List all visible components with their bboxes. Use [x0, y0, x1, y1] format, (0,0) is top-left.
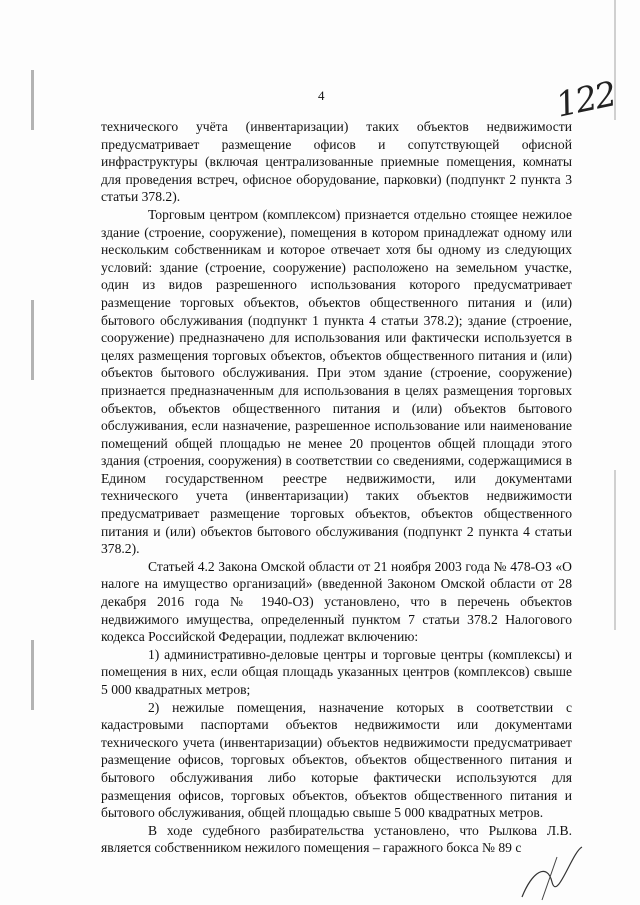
- paragraph: Торговым центром (комплексом) признается отдельно стоящее нежилое здание (строение, сооружение), помещения в котором принадлежат одному или нескольким собственникам и которое отвечает хотя бы одному из следующих условий: здание (строение, сооружение) расположено на земельном участке, один из видов разрешенного использования которого предусматривает размещение торговых объектов, объектов общественного питания и (или) бытового обслуживания (подпункт 1 пункта 4 статьи 378.2); здание (строение, сооружение) предназначено для использования или фактически используется в целях размещения торговых объектов, объектов общественного питания и (или) объектов бытового обслуживания. При этом здание (строение, сооружение) признается предназначенным для использования в целях размещения торговых объектов, объектов общественного питания и (или) объектов бытового обслуживания, если назначение, разрешенное использование или наименование помещений общей площадью не менее 20 процентов общей площади этого здания (строения, сооружения) в соответствии со сведениями, содержащимися в Едином государственном реестре недвижимости, или документами технического учета (инвентаризации) таких объектов недвижимости предусматривает размещение торговых объектов, объектов общественного питания и (или) объектов бытового обслуживания (подпункт 2 пункта 4 статьи 378.2).: [101, 206, 572, 557]
- binding-hole-mark: [31, 70, 34, 130]
- paragraph: 2) нежилые помещения, назначение которых в соответствии с кадастровыми паспортами объектов недвижимости или документами технического учета (инвентаризации) объектов недвижимости предусматривает размещение офисов, торговых объектов, объектов общественного питания и бытового обслуживания либо которые фактически используются для размещения офисов, торговых объектов, объектов общественного питания и бытового обслуживания, общей площадью свыше 5 000 квадратных метров.: [101, 699, 572, 821]
- document-body: [101, 118, 572, 857]
- binding-hole-mark: [31, 640, 34, 710]
- paragraph: 1) административно-деловые центры и торговые центры (комплексы) и помещения в них, если общая площадь указанных центров (комплексов) свыше 5 000 квадратных метров;: [101, 646, 572, 697]
- paragraph: Статьей 4.2 Закона Омской области от 21 ноября 2003 года № 478-ОЗ «О налоге на имущество организаций» (введенной Законом Омской области от 28 декабря 2016 года № 1940-ОЗ) установлено, что в перечень объектов недвижимого имущества, определенный пунктом 7 статьи 378.2 Налогового кодекса Российской Федерации, подлежат включению:: [101, 558, 572, 645]
- paragraph: технического учёта (инвентаризации) таких объектов недвижимости предусматривает размещение офисов и сопутствующей офисной инфраструктуры (включая централизованные приемные помещения, комнаты для проведения встреч, офисное оборудование, парковки) (подпункт 2 пункта 3 статьи 378.2).: [101, 119, 572, 205]
- paragraph: В ходе судебного разбирательства установлено, что Рылкова Л.В. является собственником нежилого помещения – гаражного бокса № 89 с: [101, 822, 572, 856]
- handwritten-sheet-number: 122: [552, 74, 619, 126]
- binding-hole-mark: [31, 300, 34, 380]
- page-number: 4: [318, 88, 325, 103]
- edge-mark: [614, 470, 616, 630]
- signature-scribble: [512, 842, 592, 902]
